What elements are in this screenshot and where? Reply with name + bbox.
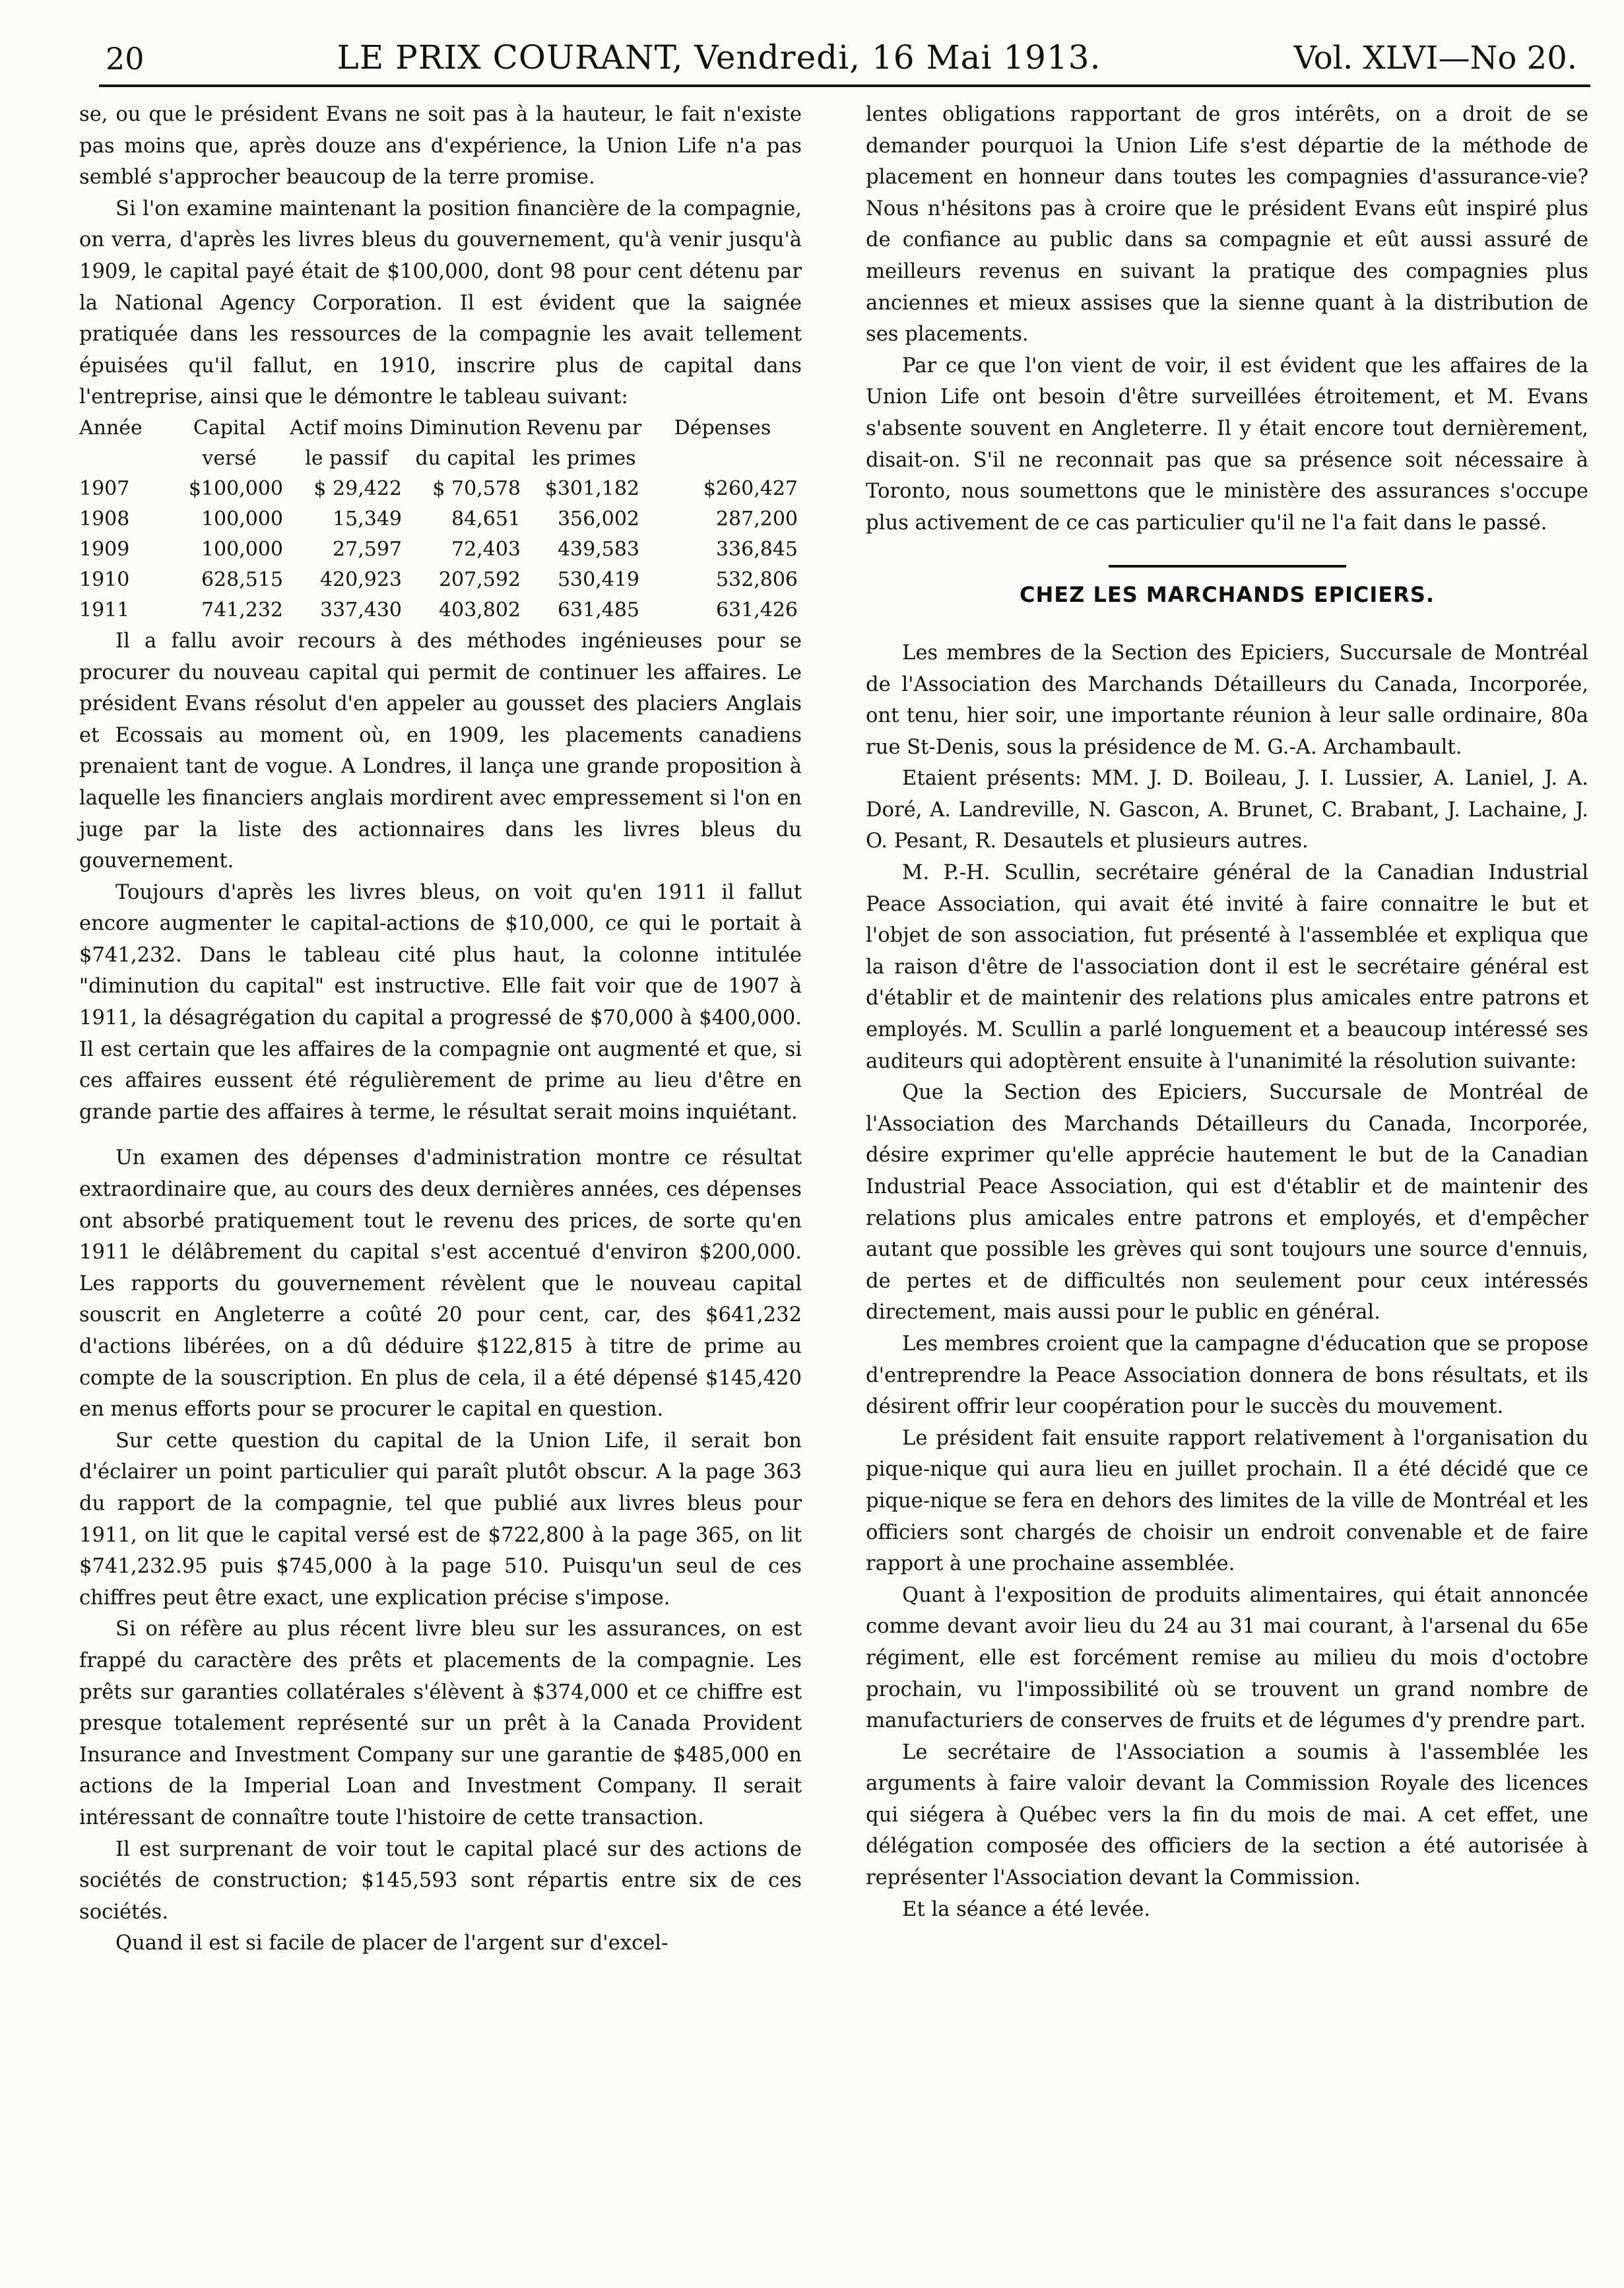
- section-divider: [1109, 565, 1346, 568]
- paragraph: Un examen des dépenses d'administration montre ce résultat extraordinaire que, au cours des deux dernières années, ces dépenses ont absorbé pratiquement tout le revenu des prices, de sorte qu'en 1911 le délâbrement du capital s'est accentué d'environ $200,000. Les rapports du gouvernement révèlent que le nouveau capital souscrit en Angleterre a coûté 20 pour cent, car, des $641,232 d'actions libérées, on a dû déduire $122,815 à titre de prime au compte de la souscription. En plus de cela, il a été dépensé $145,420 en menus efforts pour se procurer le capital en question.: [79, 1146, 802, 1422]
- table-cell: 1909: [79, 537, 130, 561]
- table-cell: 532,806: [715, 568, 798, 591]
- paragraph: Il a fallu avoir recours à des méthodes ingénieuses pour se procurer du nouveau capital qui permit de continuer les affaires. Le président Evans résolut d'en appeler au gousset des placiers Anglais et Ecossais au moment où, en 1909, les placements canadiens prenaient tant de vogue. A Londres, il lança une grande proposition à laquelle les financiers anglais mordirent avec empressement si l'on en juge par la liste des actionnaires dans les livres bleus du gouvernement.: [79, 629, 802, 873]
- paragraph: Quant à l'exposition de produits alimentaires, qui était annoncée comme devant avoir lieu du 24 au 31 mai courant, à l'arsenal du 65e régiment, elle est forcément remise au milieu du mois d'octobre prochain, vu l'impossibilité où se trouvent un grand nombre de manufacturiers de conserves de fruits et de légumes d'y prendre part.: [866, 1583, 1588, 1733]
- table-cell: 741,232: [201, 598, 283, 622]
- table-row: [79, 504, 802, 535]
- column-header: Année: [79, 416, 143, 440]
- table-cell: 628,515: [201, 568, 283, 591]
- table-cell: 631,485: [557, 598, 639, 622]
- publication-title: LE PRIX COURANT, Vendredi, 16 Mai 1913.: [337, 38, 1101, 77]
- table-cell: 356,002: [557, 507, 639, 531]
- paragraph: Le secrétaire de l'Association a soumis à l'assemblée les arguments à faire valoir devant la Commission Royale des licences qui siégera à Québec vers la fin du mois de mai. A cet effet, une délégation composée des officiers de la section a été autorisée à représenter l'Association devant la Commission.: [866, 1740, 1588, 1890]
- paragraph: Quand il est si facile de placer de l'argent sur d'excel-: [115, 1932, 668, 1955]
- table-cell: 287,200: [715, 507, 798, 531]
- table-row: [79, 535, 802, 565]
- table-cell: 1911: [79, 598, 130, 622]
- paragraph: Le président fait ensuite rapport relativement à l'organisation du pique-nique qui aura lieu en juillet prochain. Il a été décidé que ce pique-nique se fera en dehors des limites de la ville de Montréal et les officiers sont chargés de choisir un endroit convenable et de faire rapport à une prochaine assemblée.: [866, 1426, 1588, 1576]
- table-cell: 631,426: [715, 598, 798, 622]
- table-cell: 1908: [79, 507, 130, 531]
- page-number: 20: [106, 41, 145, 77]
- volume-number: Vol. XLVI—No 20.: [1293, 40, 1577, 77]
- column-header: Actif moins le passif: [290, 416, 403, 470]
- table-cell: 100,000: [201, 537, 283, 561]
- paragraph: se, ou que le président Evans ne soit pas à la hauteur, le fait n'existe pas moins que, après douze ans d'expérience, la Union Life n'a pas semblé s'approcher beaucoup de la terre promise.: [79, 103, 802, 189]
- resolution-paragraph: Que la Section des Epiciers, Succursale de Montréal de l'Association des Marchands Détailleurs du Canada, Incorporée, désire exprimer qu'elle apprécie hautement le but de la Canadian Industrial Peace Association, qui est d'établir et de maintenir des relations plus amicales entre patrons et employés, et d'empêcher autant que possible les grèves qui sont toujours une source d'ennuis, de pertes et de difficultés non seulement pour ceux intéressés directement, mais aussi pour le public en général.: [866, 1081, 1588, 1324]
- column-header: Diminution du capital: [409, 416, 521, 470]
- left-column: [79, 99, 802, 1959]
- table-cell: 1907: [79, 476, 130, 500]
- paragraph: Si l'on examine maintenant la position financière de la compagnie, on verra, d'après les livres bleus du gouvernement, qu'à venir jusqu'à 1909, le capital payé était de $100,000, dont 98 pour cent détenu par la National Agency Corporation. Il est évident que la saignée pratiquée dans les ressources de la compagnie les avait tellement épuisées qu'il fallut, en 1910, inscrire plus de capital dans l'entreprise, ainsi que le démontre le tableau suivant:: [79, 197, 802, 409]
- table-cell: 84,651: [451, 507, 521, 531]
- paragraph: Toujours d'après les livres bleus, on voit qu'en 1911 il fallut encore augmenter le capital-actions de $10,000, ce qui le portait à $741,232. Dans le tableau cité plus haut, la colonne intitulée "diminution du capital" est instructive. Elle fait voir que de 1907 à 1911, la désagrégation du capital a progressé de $70,000 à $400,000. Il est certain que les affaires de la compagnie ont augmenté et que, si ces affaires eussent été régulièrement de prime au lieu d'être en grande partie des affaires à terme, le résultat serait moins inquiétant.: [79, 880, 802, 1124]
- table-cell: $100,000: [188, 476, 283, 500]
- column-header: Revenu par les primes: [526, 416, 642, 470]
- table-cell: 337,430: [319, 598, 402, 622]
- table-row: [79, 595, 802, 626]
- table-cell: 72,403: [451, 537, 521, 561]
- paragraph: Etaient présents: MM. J. D. Boileau, J. I. Lussier, A. Laniel, J. A. Doré, A. Landreville, N. Gascon, A. Brunet, C. Brabant, J. Lachaine, J. O. Pesant, R. Desautels et plusieurs autres.: [866, 767, 1588, 853]
- right-column: [866, 99, 1588, 1925]
- paragraph: Les membres de la Section des Epiciers, Succursale de Montréal de l'Association des Marchands Détailleurs du Canada, Incorporée, ont tenu, hier soir, une importante réunion à leur salle ordinaire, 80a rue St-Denis, sous la présidence de M. G.-A. Archambault.: [866, 641, 1588, 759]
- table-cell: 530,419: [557, 568, 639, 591]
- column-header: Capital versé: [193, 416, 266, 470]
- table-cell: 100,000: [201, 507, 283, 531]
- table-cell: 439,583: [557, 537, 639, 561]
- table-cell: 420,923: [319, 568, 402, 591]
- table-header-row: [79, 413, 802, 474]
- table-cell: 403,802: [438, 598, 521, 622]
- section-title: CHEZ LES MARCHANDS EPICIERS.: [1019, 582, 1435, 608]
- table-cell: 1910: [79, 568, 130, 591]
- table-cell: 27,597: [333, 537, 402, 561]
- paragraph: Sur cette question du capital de la Union Life, il serait bon d'éclairer un point particulier qui paraît plutôt obscur. A la page 363 du rapport de la compagnie, tel que publié aux livres bleus pour 1911, on lit que le capital versé est de $722,800 à la page 365, on lit $741,232.95 puis $745,000 à la page 510. Puisqu'un seul de ces chiffres peut être exact, une explication précise s'impose.: [79, 1429, 802, 1610]
- paragraph: Si on réfère au plus récent livre bleu sur les assurances, on est frappé du caractère des prêts et placements de la compagnie. Les prêts sur garanties collatérales s'élèvent à $374,000 et ce chiffre est presque totalement représenté sur un prêt à la Canada Provident Insurance and Investment Company sur une garantie de $485,000 en actions de la Imperial Loan and Investment Company. Il serait intéressant de connaître toute l'histoire de cette transaction.: [79, 1618, 802, 1829]
- paragraph: Par ce que l'on vient de voir, il est évident que les affaires de la Union Life ont besoin d'être surveillées étroitement, et M. Evans s'absente souvent en Angleterre. Il y était encore tout dernièrement, disait-on. S'il ne reconnait pas que sa présence soit nécessaire à Toronto, nous soumettons que le ministère des assurances s'occupe plus activement de ce cas particulier qu'il ne l'a fait dans le passé.: [866, 354, 1588, 535]
- paragraph: lentes obligations rapportant de gros intérêts, on a droit de se demander pourquoi la Union Life s'est départie de la méthode de placement en honneur dans toutes les compagnies d'assurance-vie? Nous n'hésitons pas à croire que le président Evans eût inspiré plus de confiance au public dans sa compagnie et eût aussi assuré de meilleurs revenus en suivant la pratique des compagnies plus anciennes et mieux assises que la sienne quant à la distribution de ses placements.: [866, 103, 1588, 346]
- paragraph: Les membres croient que la campagne d'éducation que se propose d'entreprendre la Peace Association donnera de bons résultats, et ils désirent offrir leur coopération pour le succès du mouvement.: [866, 1332, 1588, 1419]
- financial-table: [79, 413, 802, 626]
- paragraph: Il est surprenant de voir tout le capital placé sur des actions de sociétés de construction; $145,593 sont répartis entre six de ces sociétés.: [79, 1837, 802, 1924]
- page-header: [106, 24, 1577, 77]
- closing-paragraph: Et la séance a été levée.: [902, 1897, 1151, 1921]
- table-cell: $ 29,422: [313, 476, 402, 500]
- header-rule: [99, 84, 1590, 87]
- table-cell: 207,592: [438, 568, 521, 591]
- column-header: Dépenses: [674, 416, 771, 440]
- table-row: [79, 565, 802, 595]
- table-cell: $ 70,578: [432, 476, 521, 500]
- table-row: [79, 474, 802, 504]
- table-cell: 336,845: [715, 537, 798, 561]
- table-cell: 15,349: [333, 507, 402, 531]
- paragraph: M. P.-H. Scullin, secrétaire général de la Canadian Industrial Peace Association, qui avait été invité à faire connaitre le but et l'objet de son association, fut présenté à l'assemblée et expliqua que la raison d'être de l'association dont il est le secrétaire général est d'établir et de maintenir des relations plus amicales entre patrons et employés. M. Scullin a parlé longuement et a beaucoup intéressé ses auditeurs qui adoptèrent ensuite à l'unanimité la résolution suivante:: [866, 861, 1588, 1073]
- table-cell: $260,427: [703, 476, 798, 500]
- table-cell: $301,182: [544, 476, 639, 500]
